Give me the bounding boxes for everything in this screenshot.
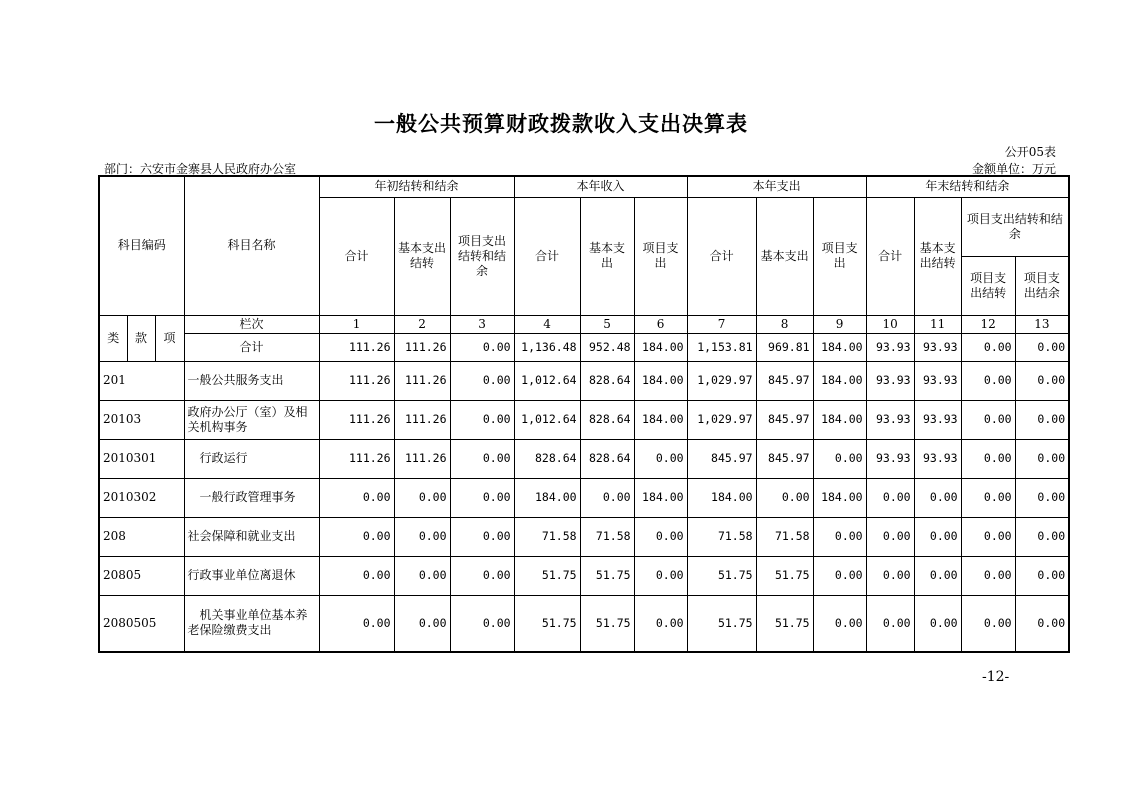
header-basic: 基本支出 [580,197,634,315]
row-code: 201 [99,361,184,400]
header-kuan: 款 [127,315,155,361]
row-code: 2010302 [99,478,184,517]
cell-value: 111.26 [394,333,450,361]
cell-value: 0.00 [756,478,813,517]
cell-value: 51.75 [580,556,634,595]
cell-value: 0.00 [319,595,394,652]
col-number: 10 [866,315,914,333]
col-number: 2 [394,315,450,333]
cell-value: 952.48 [580,333,634,361]
cell-value: 0.00 [394,556,450,595]
col-number: 13 [1015,315,1069,333]
cell-value: 0.00 [450,333,514,361]
header-project-carry-balance: 项目支出结转和结余 [450,197,514,315]
header-group-closing: 年末结转和结余 [866,176,1069,197]
cell-value: 0.00 [813,556,866,595]
row-code: 20103 [99,400,184,439]
cell-value: 845.97 [687,439,756,478]
cell-value: 845.97 [756,439,813,478]
cell-value: 828.64 [580,439,634,478]
cell-value: 0.00 [634,595,687,652]
header-total: 合计 [866,197,914,315]
total-row-label: 合计 [184,333,319,361]
cell-value: 0.00 [634,556,687,595]
table-row [99,439,1069,478]
col-number: 6 [634,315,687,333]
cell-value: 71.58 [756,517,813,556]
cell-value: 0.00 [866,556,914,595]
header-project-balance: 项目支出结余 [1015,256,1069,315]
total-row [99,333,1069,361]
cell-value: 0.00 [961,361,1015,400]
cell-value: 1,136.48 [514,333,580,361]
col-number: 11 [914,315,961,333]
cell-value: 0.00 [914,478,961,517]
cell-value: 0.00 [1015,595,1069,652]
header-project: 项目支出 [634,197,687,315]
cell-value: 184.00 [813,361,866,400]
cell-value: 0.00 [634,439,687,478]
cell-value: 0.00 [450,361,514,400]
cell-value: 0.00 [634,517,687,556]
cell-value: 1,029.97 [687,361,756,400]
cell-value: 93.93 [914,400,961,439]
row-name: 一般行政管理事务 [184,478,319,517]
form-code: 公开05表 [1004,145,1056,159]
row-name: 行政运行 [184,439,319,478]
cell-value: 0.00 [580,478,634,517]
col-number: 8 [756,315,813,333]
cell-value: 969.81 [756,333,813,361]
header-project: 项目支出 [813,197,866,315]
cell-value: 0.00 [1015,439,1069,478]
cell-value: 0.00 [961,595,1015,652]
header-basic-carry: 基本支出结转 [914,197,961,315]
cell-value: 51.75 [514,595,580,652]
table-row [99,400,1069,439]
col-number: 4 [514,315,580,333]
cell-value: 1,029.97 [687,400,756,439]
cell-value: 1,012.64 [514,400,580,439]
cell-value: 0.00 [1015,333,1069,361]
cell-value: 51.75 [756,556,813,595]
table-row [99,478,1069,517]
cell-value: 0.00 [866,595,914,652]
cell-value: 828.64 [514,439,580,478]
header-total: 合计 [319,197,394,315]
header-total: 合计 [687,197,756,315]
col-number: 5 [580,315,634,333]
cell-value: 0.00 [319,517,394,556]
cell-value: 1,012.64 [514,361,580,400]
cell-value: 71.58 [580,517,634,556]
header-basic: 基本支出 [756,197,813,315]
department-label: 部门：六安市金寨县人民政府办公室 [104,162,297,176]
cell-value: 93.93 [914,439,961,478]
col-number: 1 [319,315,394,333]
header-group-income: 本年收入 [514,176,687,197]
row-code: 2010301 [99,439,184,478]
cell-value: 111.26 [394,400,450,439]
header-lei: 类 [99,315,127,361]
row-name: 行政事业单位离退休 [184,556,319,595]
cell-value: 184.00 [813,333,866,361]
cell-value: 0.00 [961,517,1015,556]
cell-value: 111.26 [319,439,394,478]
cell-value: 184.00 [634,333,687,361]
row-code: 20805 [99,556,184,595]
cell-value: 0.00 [394,517,450,556]
cell-value: 184.00 [634,361,687,400]
cell-value: 0.00 [813,595,866,652]
table-row [99,517,1069,556]
cell-value: 845.97 [756,361,813,400]
cell-value: 51.75 [580,595,634,652]
cell-value: 111.26 [319,361,394,400]
row-name: 社会保障和就业支出 [184,517,319,556]
cell-value: 111.26 [319,400,394,439]
cell-value: 0.00 [961,478,1015,517]
header-name: 科目名称 [184,176,319,315]
cell-value: 0.00 [1015,556,1069,595]
cell-value: 93.93 [914,333,961,361]
cell-value: 51.75 [687,556,756,595]
cell-value: 0.00 [450,556,514,595]
cell-value: 0.00 [961,333,1015,361]
cell-value: 0.00 [450,478,514,517]
cell-value: 828.64 [580,400,634,439]
cell-value: 828.64 [580,361,634,400]
cell-value: 0.00 [914,556,961,595]
page-number: -12- [982,669,1010,685]
cell-value: 0.00 [914,595,961,652]
table-row [99,595,1069,652]
cell-value: 0.00 [319,556,394,595]
header-xiang: 项 [155,315,184,361]
cell-value: 0.00 [450,517,514,556]
cell-value: 1,153.81 [687,333,756,361]
cell-value: 0.00 [1015,361,1069,400]
table-row [99,556,1069,595]
cell-value: 111.26 [394,361,450,400]
cell-value: 51.75 [514,556,580,595]
column-row-label: 栏次 [184,315,319,333]
cell-value: 0.00 [813,517,866,556]
budget-table [98,175,1070,653]
cell-value: 0.00 [813,439,866,478]
col-number: 12 [961,315,1015,333]
header-group-expense: 本年支出 [687,176,866,197]
cell-value: 93.93 [866,400,914,439]
header-basic-carry: 基本支出结转 [394,197,450,315]
row-code: 2080505 [99,595,184,652]
col-number: 9 [813,315,866,333]
table-row [99,361,1069,400]
cell-value: 184.00 [687,478,756,517]
cell-value: 0.00 [866,517,914,556]
unit-label: 金额单位：万元 [971,162,1056,176]
page-title: 一般公共预算财政拨款收入支出决算表 [374,111,748,136]
row-name: 机关事业单位基本养老保险缴费支出 [184,595,319,652]
cell-value: 0.00 [319,478,394,517]
cell-value: 0.00 [914,517,961,556]
cell-value: 184.00 [514,478,580,517]
cell-value: 0.00 [1015,478,1069,517]
col-number: 7 [687,315,756,333]
cell-value: 184.00 [634,478,687,517]
row-code: 208 [99,517,184,556]
cell-value: 111.26 [319,333,394,361]
cell-value: 0.00 [450,595,514,652]
col-number: 3 [450,315,514,333]
cell-value: 0.00 [394,595,450,652]
cell-value: 845.97 [756,400,813,439]
cell-value: 0.00 [1015,400,1069,439]
cell-value: 51.75 [756,595,813,652]
header-project-carry: 项目支出结转 [961,256,1015,315]
cell-value: 93.93 [866,439,914,478]
cell-value: 0.00 [961,439,1015,478]
cell-value: 71.58 [514,517,580,556]
header-code: 科目编码 [99,176,184,315]
header-total: 合计 [514,197,580,315]
cell-value: 0.00 [394,478,450,517]
cell-value: 0.00 [961,556,1015,595]
cell-value: 0.00 [1015,517,1069,556]
row-name: 政府办公厅（室）及相关机构事务 [184,400,319,439]
cell-value: 184.00 [813,478,866,517]
cell-value: 51.75 [687,595,756,652]
cell-value: 93.93 [866,361,914,400]
header-group-opening: 年初结转和结余 [319,176,514,197]
cell-value: 111.26 [394,439,450,478]
cell-value: 71.58 [687,517,756,556]
cell-value: 184.00 [634,400,687,439]
cell-value: 93.93 [914,361,961,400]
header-project-sub: 项目支出结转和结余 [961,197,1069,256]
cell-value: 0.00 [866,478,914,517]
cell-value: 184.00 [813,400,866,439]
cell-value: 0.00 [450,400,514,439]
cell-value: 0.00 [961,400,1015,439]
cell-value: 93.93 [866,333,914,361]
cell-value: 0.00 [450,439,514,478]
row-name: 一般公共服务支出 [184,361,319,400]
